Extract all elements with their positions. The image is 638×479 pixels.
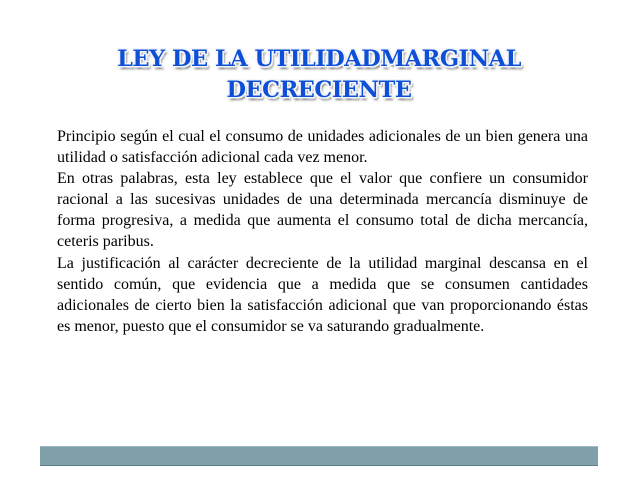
slide-body xyxy=(57,126,588,337)
paragraph-explanation: En otras palabras, esta ley establece que el valor que confiere un consumidor racional a las sucesivas unidades de una determinada mercancía disminuye de forma progresiva, a medida que aumenta el consumo total de dicha mercancía, ceteris paribus. xyxy=(57,170,588,251)
title-line-1: LEY DE LA UTILIDADMARGINAL xyxy=(117,46,521,72)
footer-bar xyxy=(40,446,598,466)
paragraph-justification: La justificación al carácter decreciente de la utilidad marginal descansa en el sentido común, que evidencia que a medida que se consumen cantidades adicionales de cierto bien la satisfacción adicional que van proporcionando éstas es menor, puesto que el consumidor se va saturando gradualmente. xyxy=(57,254,588,335)
slide-title xyxy=(0,44,638,106)
title-line-2: DECRECIENTE xyxy=(226,77,412,103)
paragraph-definition: Principio según el cual el consumo de unidades adicionales de un bien genera una utilidad o satisfacción adicional cada vez menor. xyxy=(57,128,588,167)
